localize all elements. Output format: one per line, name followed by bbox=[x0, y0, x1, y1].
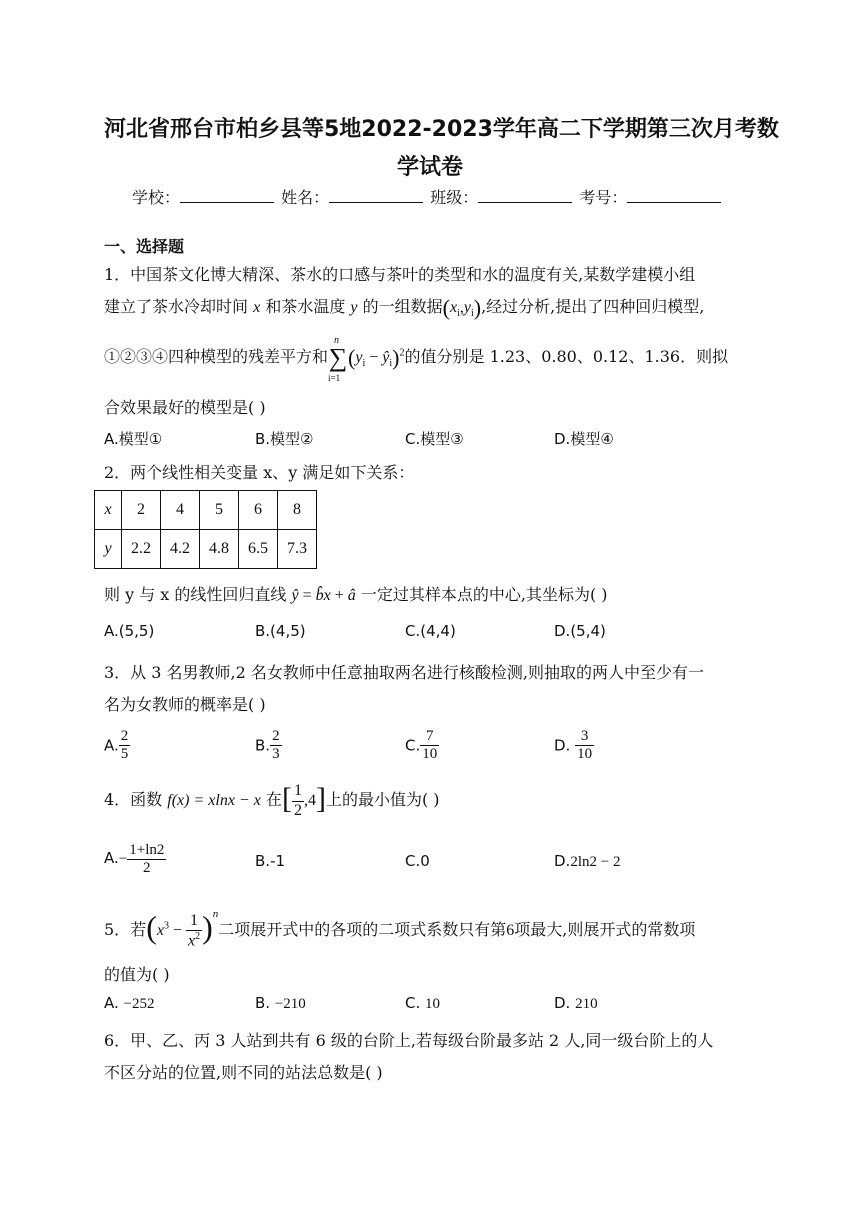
data-pair: $(x_i,y_i)$ bbox=[442, 295, 482, 320]
q6-line2: 不区分站的位置,则不同的站法总数是( ) bbox=[104, 1063, 383, 1082]
option-label: A. bbox=[104, 849, 119, 868]
q5-option-c[interactable] bbox=[405, 994, 440, 1013]
q5-line1 bbox=[104, 908, 695, 951]
residual-sum-formula: n ∑ i=1 bbox=[328, 334, 348, 383]
q1-option-b[interactable]: B.模型② bbox=[255, 430, 314, 448]
option-label: C. bbox=[405, 852, 421, 870]
exam-number-blank bbox=[627, 188, 721, 203]
table-row bbox=[95, 491, 317, 530]
option-value: − $\frac{1+\ln 2}{2}$ bbox=[118, 842, 165, 877]
class-blank bbox=[478, 188, 572, 203]
fraction: $\frac{7}{10}$ bbox=[422, 728, 438, 763]
q3-option-d[interactable] bbox=[554, 728, 594, 764]
term-number: 6 bbox=[506, 922, 515, 939]
school-blank bbox=[180, 188, 274, 203]
option-label: B. bbox=[255, 736, 271, 755]
q4-option-c[interactable] bbox=[405, 852, 430, 870]
q1-text: 和茶水温度 bbox=[265, 297, 346, 316]
q2-data-table bbox=[94, 490, 317, 569]
residual-term: ($y_i$ − $ŷ_i)^2$ bbox=[348, 345, 405, 370]
option-value: -1 bbox=[270, 852, 286, 870]
q6-line1: 6．甲、乙、丙 3 人站到共有 6 级的台阶上,若每级台阶最多站 2 人,同一级台阶上的人 bbox=[104, 1031, 714, 1050]
table-cell: 7.3 bbox=[278, 530, 317, 569]
name-label: 姓名： bbox=[281, 188, 330, 207]
regression-equation: ŷ = b̂x + â bbox=[291, 587, 356, 604]
option-value: 210 bbox=[575, 996, 598, 1012]
option-label: B. bbox=[255, 852, 271, 870]
q5-text: 项最大,则展开式的常数项 bbox=[514, 920, 696, 939]
q5-option-d[interactable] bbox=[554, 994, 598, 1013]
page-title: 河北省邢台市柏乡县等5地2022-2023学年高二下学期第三次月考数 bbox=[104, 117, 779, 142]
exam-number-label: 考号： bbox=[579, 188, 628, 207]
page-title-continued: 学试卷 bbox=[397, 155, 464, 180]
school-label: 学校： bbox=[132, 188, 181, 207]
q1-option-c[interactable]: C.模型③ bbox=[405, 430, 464, 448]
option-label: C. bbox=[405, 994, 421, 1012]
table-cell: 4.8 bbox=[200, 530, 239, 569]
q3-option-a[interactable] bbox=[104, 728, 130, 764]
table-cell: 5 bbox=[200, 491, 239, 530]
var-x: x bbox=[253, 299, 261, 316]
q5-option-b[interactable] bbox=[255, 994, 306, 1013]
q4-option-d[interactable] bbox=[554, 852, 620, 871]
option-value: 2ln2 − 2 bbox=[570, 854, 621, 870]
class-label: 班级： bbox=[430, 188, 479, 207]
q1-text: ①②③④四种模型的残差平方和 bbox=[104, 347, 329, 366]
option-label: D. bbox=[554, 994, 571, 1012]
fraction: $\frac{2}{5}$ bbox=[120, 728, 129, 763]
binomial-expression: ($x^3$ − $\frac{1}{x^2}$ )$^n$ bbox=[146, 908, 219, 950]
q4-text: 上的最小值为( ) bbox=[325, 790, 440, 809]
name-blank bbox=[329, 188, 423, 203]
q1-option-a[interactable]: A.模型① bbox=[104, 430, 163, 448]
q2-line1: 2．两个线性相关变量 x、y 满足如下关系： bbox=[104, 463, 415, 482]
option-label: D. bbox=[554, 852, 571, 870]
q4-text: 4．函数 bbox=[104, 790, 163, 809]
table-row bbox=[95, 530, 317, 569]
table-cell: 6.5 bbox=[239, 530, 278, 569]
q2-option-c[interactable]: C.(4,4) bbox=[405, 622, 456, 640]
table-row-label: y bbox=[95, 530, 122, 569]
option-label: C. bbox=[405, 736, 421, 755]
q1-text: 的一组数据 bbox=[362, 297, 443, 316]
table-cell: 2.2 bbox=[122, 530, 161, 569]
table-cell: 6 bbox=[239, 491, 278, 530]
q4-option-a[interactable] bbox=[104, 842, 166, 878]
q4-text: 在 bbox=[265, 790, 282, 809]
q1-line1: 1．中国茶文化博大精深、茶水的口感与茶叶的类型和水的温度有关,某数学建模小组 bbox=[104, 265, 696, 284]
table-cell: 4.2 bbox=[161, 530, 200, 569]
table-row-label: x bbox=[95, 491, 122, 530]
q2-option-d[interactable]: D.(5,4) bbox=[554, 622, 606, 640]
function-expression: f(x) = xlnx − x bbox=[167, 792, 261, 809]
q1-text: ,经过分析,提出了四种回归模型, bbox=[481, 297, 705, 316]
q2-option-b[interactable]: B.(4,5) bbox=[255, 622, 306, 640]
student-info-row bbox=[132, 185, 723, 208]
q1-line2 bbox=[104, 294, 704, 321]
option-label: A. bbox=[104, 736, 119, 755]
q1-text: 的值分别是 1.23、0.80、0.12、1.36．则拟 bbox=[404, 347, 729, 366]
table-cell: 2 bbox=[122, 491, 161, 530]
option-value: 10 bbox=[425, 996, 441, 1012]
q4-line1 bbox=[104, 782, 440, 820]
section-heading: 一、选择题 bbox=[104, 237, 185, 256]
q1-text: 建立了茶水冷却时间 bbox=[104, 297, 249, 316]
q3-option-b[interactable] bbox=[255, 728, 282, 764]
option-value: −252 bbox=[123, 996, 155, 1012]
q2-option-a[interactable]: A.(5,5) bbox=[104, 622, 155, 640]
q5-option-a[interactable] bbox=[104, 994, 155, 1013]
q3-line1: 3．从 3 名男教师,2 名女教师中任意抽取两名进行核酸检测,则抽取的两人中至少有一 bbox=[104, 663, 704, 682]
q3-option-c[interactable] bbox=[405, 728, 439, 764]
option-label: D. bbox=[554, 736, 571, 755]
table-cell: 4 bbox=[161, 491, 200, 530]
option-value: 0 bbox=[420, 852, 430, 870]
fraction: $\frac{3}{10}$ bbox=[577, 728, 593, 763]
table-cell: 8 bbox=[278, 491, 317, 530]
option-label: B. bbox=[255, 994, 271, 1012]
q1-line4: 合效果最好的模型是( ) bbox=[104, 398, 266, 417]
q5-text: 二项展开式中的各项的二项式系数只有第 bbox=[218, 920, 507, 939]
option-value: −210 bbox=[274, 996, 306, 1012]
q3-line2: 名为女教师的概率是( ) bbox=[104, 695, 266, 714]
q1-option-d[interactable]: D.模型④ bbox=[554, 430, 614, 448]
q1-line3 bbox=[104, 334, 729, 383]
q5-text: 5．若 bbox=[104, 920, 147, 939]
interval: [ $\frac{1}{2}$ ,4] bbox=[281, 782, 326, 819]
var-y: y bbox=[350, 299, 358, 316]
option-label: A. bbox=[104, 994, 119, 1012]
q4-option-b[interactable] bbox=[255, 852, 285, 870]
q2-text: 则 y 与 x 的线性回归直线 bbox=[104, 585, 287, 604]
q5-line2: 的值为( ) bbox=[104, 965, 170, 984]
fraction: $\frac{2}{3}$ bbox=[272, 728, 280, 763]
q2-line2 bbox=[104, 582, 608, 605]
q2-text: 一定过其样本点的中心,其坐标为( ) bbox=[360, 585, 608, 604]
